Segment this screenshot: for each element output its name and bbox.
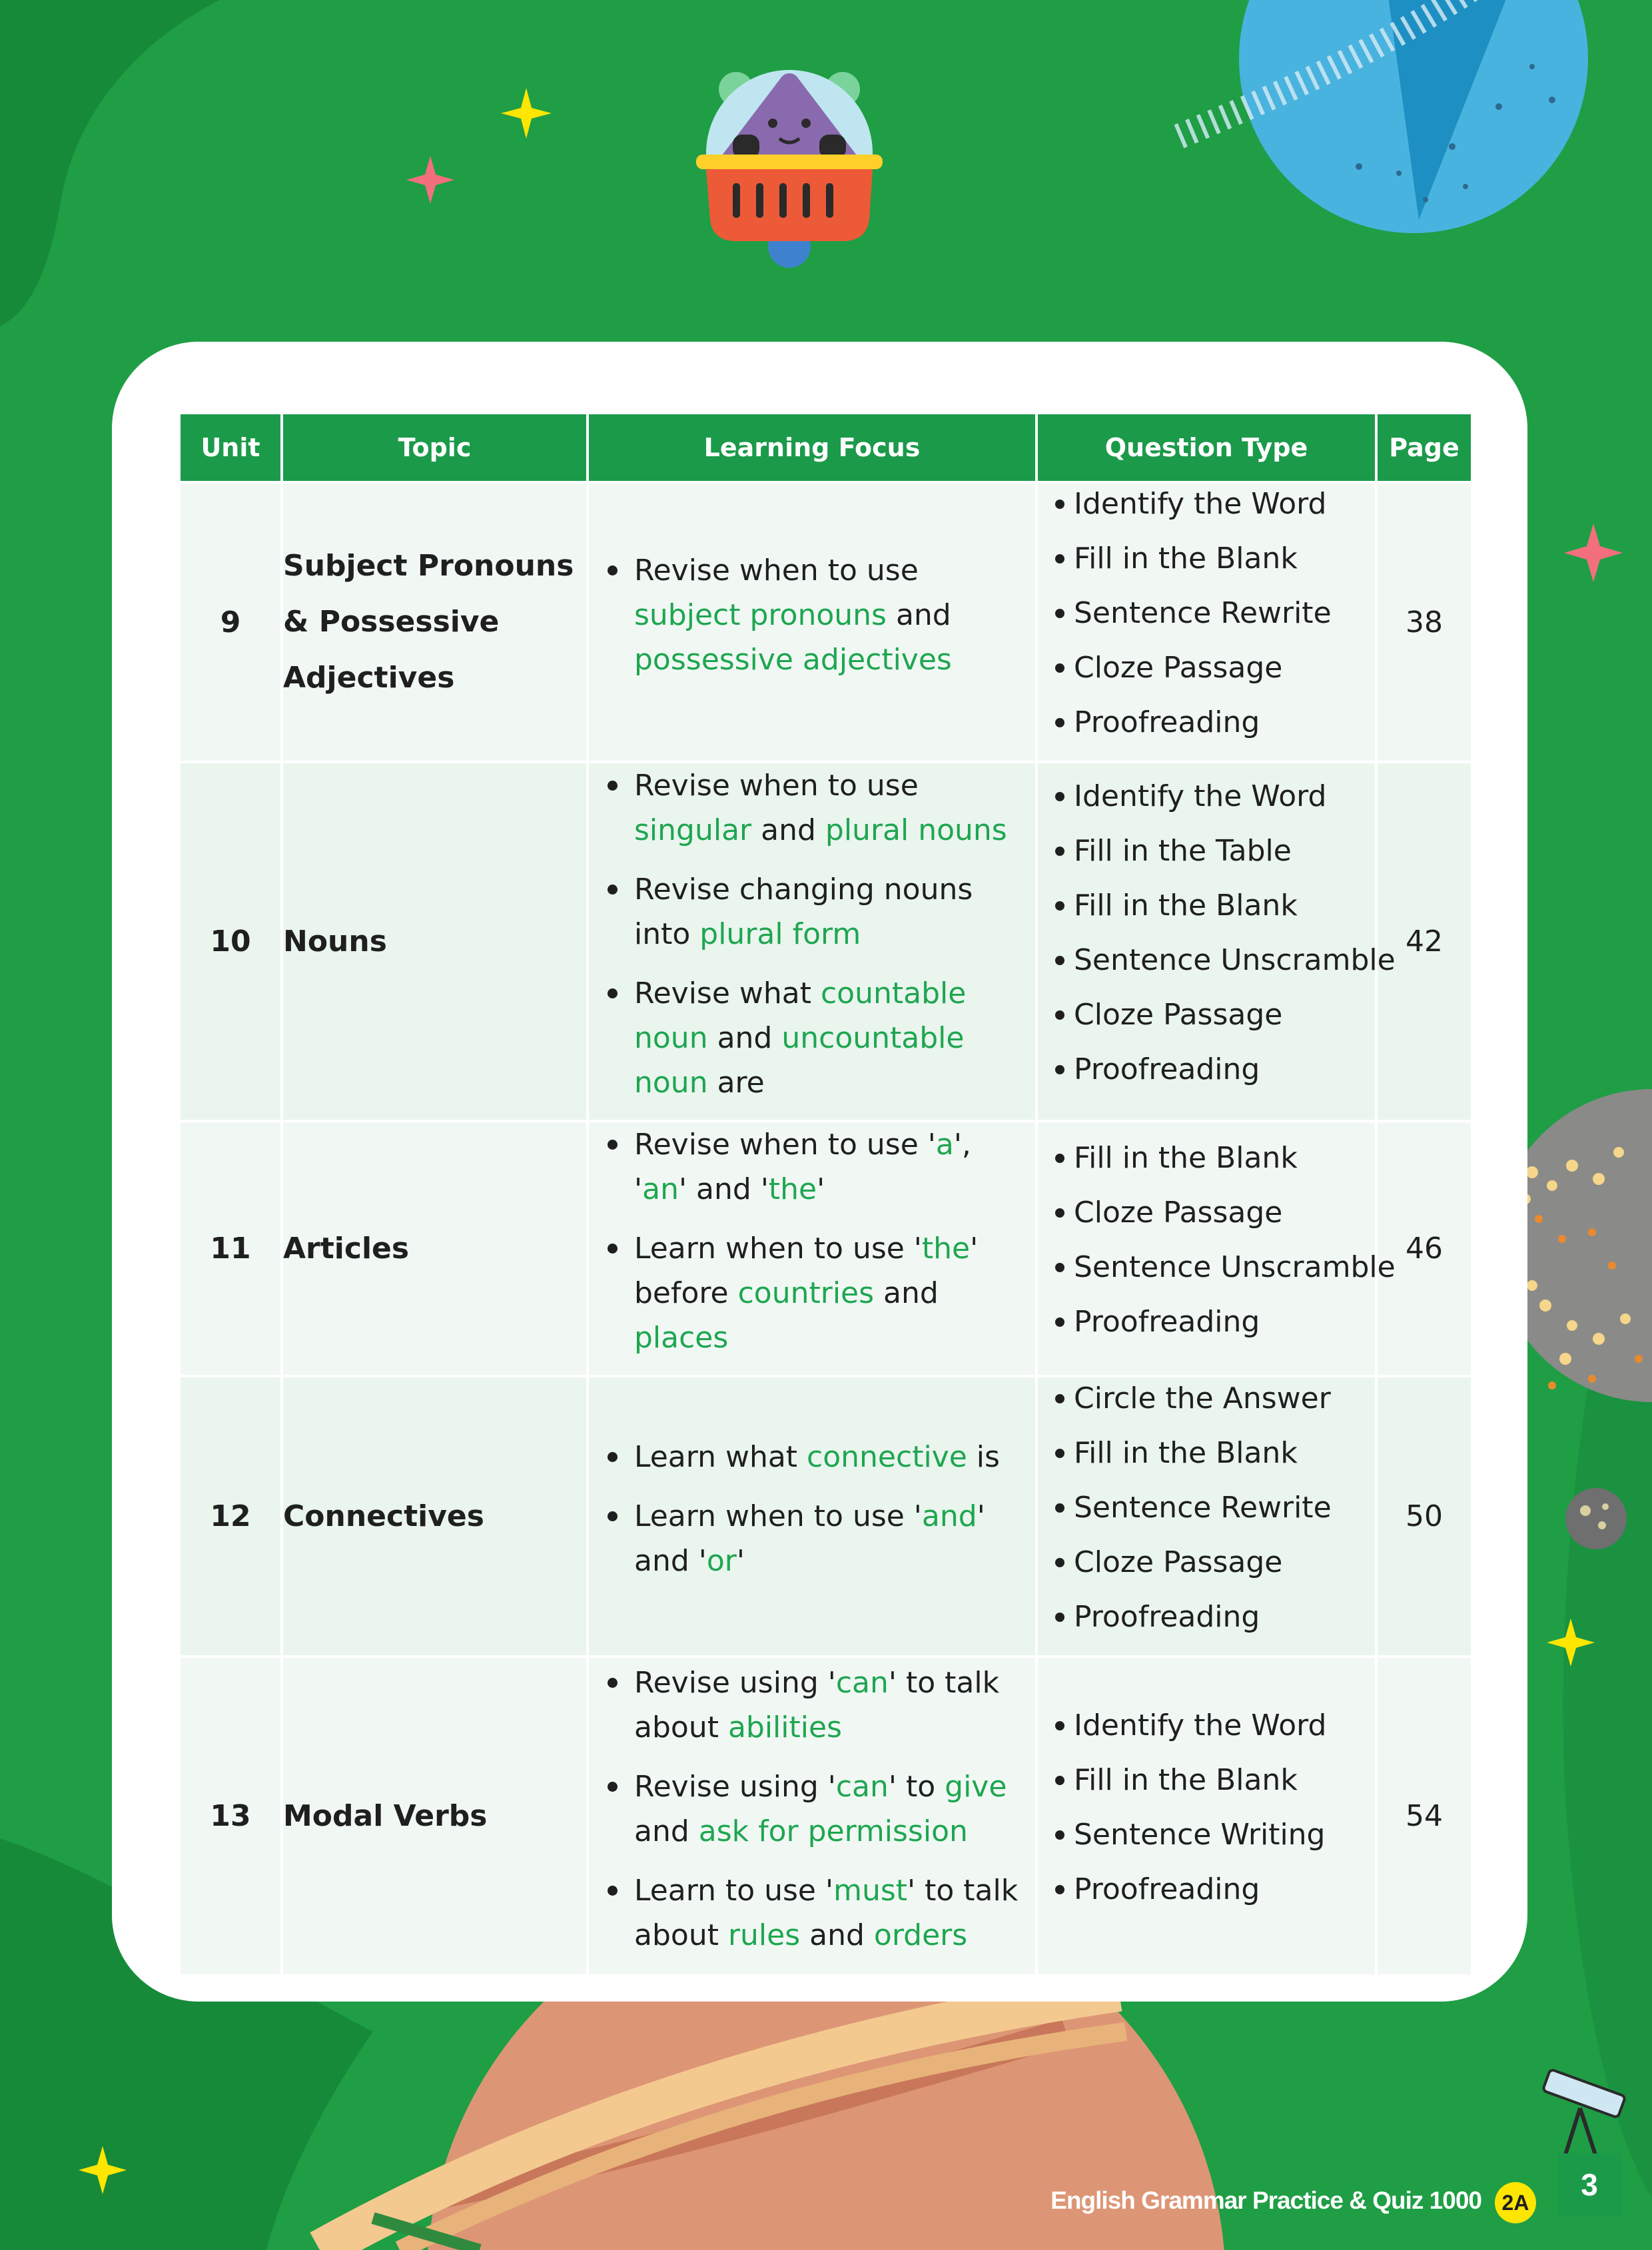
question-type-cell <box>1038 1658 1375 1974</box>
question-type-list <box>1038 778 1396 1088</box>
unit-number: 12 <box>181 1377 280 1655</box>
question-type-item: Fill in the Table <box>1038 833 1375 869</box>
question-type-list <box>1038 1707 1375 1908</box>
header-topic: Topic <box>283 414 586 481</box>
keyword-text: and <box>921 1499 977 1533</box>
question-type-cell <box>1038 1122 1396 1375</box>
book-title: English Grammar Practice & Quiz 1000 <box>1050 2187 1481 2214</box>
learning-focus-cell <box>589 763 1035 1120</box>
question-type-item: Sentence Unscramble <box>1038 1249 1375 1286</box>
focus-text: ' and ' <box>634 1499 985 1578</box>
learning-focus-list <box>589 548 1035 682</box>
question-type-item: Fill in the Blank <box>1038 540 1375 577</box>
question-type-item: Cloze Passage <box>1038 1544 1375 1581</box>
table-row <box>181 763 1471 1120</box>
keyword-text: subject pronouns <box>634 597 887 632</box>
learning-focus-cell <box>589 484 1035 761</box>
learning-focus-item <box>589 763 1035 853</box>
page-number-cell: 50 <box>1378 1377 1471 1655</box>
learning-focus-item <box>589 1868 1035 1958</box>
learning-focus-item <box>589 867 1035 956</box>
question-type-item: Sentence Unscramble <box>1038 942 1375 978</box>
question-type-item: Identify the Word <box>1038 1707 1375 1744</box>
learning-focus-item <box>589 1661 1035 1750</box>
question-type-list <box>1038 1140 1396 1340</box>
question-type-item: Sentence Writing <box>1038 1816 1375 1853</box>
table-header-row <box>181 414 1471 481</box>
unit-topic: Nouns <box>283 763 586 1120</box>
focus-text: ' <box>736 1544 745 1578</box>
keyword-text: countries <box>737 1276 875 1310</box>
question-type-cell <box>1038 763 1396 1120</box>
question-type-item: Proofreading <box>1038 1304 1375 1340</box>
learning-focus-item <box>589 548 1035 682</box>
keyword-text: abilities <box>727 1710 842 1744</box>
focus-text: Revise what <box>634 976 821 1010</box>
keyword-text: plural nouns <box>825 813 1007 847</box>
focus-text: and <box>800 1918 874 1952</box>
question-type-item: Proofreading <box>1038 704 1375 741</box>
unit-number: 13 <box>181 1658 280 1974</box>
unit-number: 10 <box>181 763 280 1120</box>
question-type-item: Identify the Word <box>1038 486 1375 522</box>
question-type-item: Fill in the Blank <box>1038 1762 1375 1798</box>
table-row <box>181 1377 1471 1655</box>
keyword-text: can <box>835 1665 889 1700</box>
mascot-spaceship-icon <box>696 70 883 268</box>
page-number: 3 <box>1557 2153 1621 2217</box>
focus-text: Revise changing nouns into <box>634 873 973 951</box>
question-type-item: Cloze Passage <box>1038 996 1375 1033</box>
yellow-sparkle-icon <box>501 88 552 139</box>
table-row <box>181 1658 1471 1974</box>
learning-focus-cell <box>589 1122 1035 1375</box>
pink-sparkle-icon <box>406 156 454 204</box>
wave-shape-top-left <box>0 0 220 326</box>
focus-text: Revise when to use <box>634 553 919 587</box>
question-type-item: Proofreading <box>1038 1599 1375 1635</box>
keyword-text: give <box>945 1769 1007 1804</box>
focus-text: and <box>634 1814 699 1848</box>
unit-number: 11 <box>181 1122 280 1375</box>
page-number-cell: 38 <box>1378 484 1471 761</box>
keyword-text: an <box>642 1172 679 1206</box>
page-number-cell: 54 <box>1378 1658 1471 1974</box>
focus-text: ' to talk about <box>634 1665 1000 1744</box>
learning-focus-item <box>589 1764 1035 1854</box>
unit-topic: Subject Pronouns & Possessive Adjectives <box>283 484 586 761</box>
keyword-text: rules <box>727 1918 801 1952</box>
keyword-text: must <box>833 1873 908 1908</box>
focus-text: Revise when to use <box>634 769 919 803</box>
focus-text: Learn when to use ' <box>634 1232 922 1266</box>
question-type-item: Fill in the Blank <box>1038 887 1375 924</box>
contents-table <box>178 412 1473 1977</box>
learning-focus-list <box>589 1122 1035 1360</box>
keyword-text: plural form <box>699 917 861 951</box>
keyword-text: orders <box>873 1918 968 1952</box>
keyword-text: possessive adjectives <box>634 642 952 677</box>
unit-topic: Connectives <box>283 1377 586 1655</box>
learning-focus-item <box>589 1435 1035 1479</box>
focus-text: Revise using ' <box>634 1665 836 1700</box>
focus-text: and <box>886 597 951 632</box>
focus-text: ' before <box>634 1232 979 1310</box>
keyword-text: or <box>706 1544 737 1578</box>
focus-text: Revise using ' <box>634 1769 836 1804</box>
focus-text: and <box>707 1021 782 1055</box>
focus-text: Learn when to use ' <box>634 1499 922 1533</box>
learning-focus-list <box>589 1435 1035 1583</box>
learning-focus-list <box>589 763 1035 1105</box>
question-type-item: Sentence Rewrite <box>1038 1489 1375 1526</box>
learning-focus-cell <box>589 1377 1035 1655</box>
question-type-item: Identify the Word <box>1038 778 1375 815</box>
unit-topic: Articles <box>283 1122 586 1375</box>
table-row <box>181 484 1471 761</box>
keyword-text: countable noun <box>634 976 967 1055</box>
learning-focus-list <box>589 1661 1035 1958</box>
question-type-item: Fill in the Blank <box>1038 1140 1375 1176</box>
header-learning-focus: Learning Focus <box>589 414 1035 481</box>
focus-text: ' and ' <box>678 1172 769 1206</box>
keyword-text: uncountable noun <box>634 1021 965 1100</box>
question-type-item: Fill in the Blank <box>1038 1435 1375 1471</box>
question-type-item: Cloze Passage <box>1038 1194 1375 1231</box>
pink-sparkle-icon-right <box>1564 524 1623 582</box>
keyword-text: singular <box>634 813 752 847</box>
keyword-text: can <box>835 1769 889 1804</box>
focus-text: and <box>751 813 825 847</box>
header-question-type: Question Type <box>1038 414 1375 481</box>
question-type-list <box>1038 1380 1375 1635</box>
question-type-item: Circle the Answer <box>1038 1380 1375 1417</box>
keyword-text: the <box>921 1232 971 1266</box>
focus-text: Learn what <box>634 1440 807 1474</box>
learning-focus-item <box>589 1494 1035 1583</box>
keyword-text: a <box>935 1128 954 1162</box>
header-unit: Unit <box>181 414 280 481</box>
keyword-text: places <box>634 1321 729 1355</box>
focus-text: Learn to use ' <box>634 1873 834 1908</box>
learning-focus-cell <box>589 1658 1035 1974</box>
learning-focus-item <box>589 1122 1035 1212</box>
table-row <box>181 1122 1471 1375</box>
unit-topic: Modal Verbs <box>283 1658 586 1974</box>
question-type-list <box>1038 486 1375 741</box>
small-moon-icon <box>1565 1488 1627 1549</box>
learning-focus-item <box>589 971 1035 1105</box>
question-type-item: Sentence Rewrite <box>1038 595 1375 631</box>
question-type-cell <box>1038 484 1375 761</box>
unit-number: 9 <box>181 484 280 761</box>
focus-text: Revise when to use ' <box>634 1128 936 1162</box>
focus-text: is <box>967 1440 1000 1474</box>
level-badge: 2A <box>1495 2182 1536 2223</box>
question-type-item: Cloze Passage <box>1038 649 1375 686</box>
focus-text: ' to talk about <box>634 1873 1019 1952</box>
learning-focus-item <box>589 1226 1035 1360</box>
keyword-text: the <box>768 1172 817 1206</box>
focus-text: ' to <box>888 1769 945 1804</box>
question-type-item: Proofreading <box>1038 1051 1375 1088</box>
focus-text: ' <box>817 1172 825 1206</box>
keyword-text: ask for permission <box>698 1814 968 1848</box>
page-number-cell: 42 <box>1378 763 1471 1120</box>
blue-planet-icon <box>1179 0 1588 233</box>
header-page: Page <box>1378 414 1471 481</box>
keyword-text: connective <box>807 1440 967 1474</box>
focus-text: ', ' <box>634 1128 971 1206</box>
question-type-item: Proofreading <box>1038 1871 1375 1908</box>
focus-text: are <box>707 1066 765 1100</box>
page-number-cell: 46 <box>1378 1122 1471 1375</box>
focus-text: and <box>874 1276 939 1310</box>
question-type-cell <box>1038 1377 1375 1655</box>
